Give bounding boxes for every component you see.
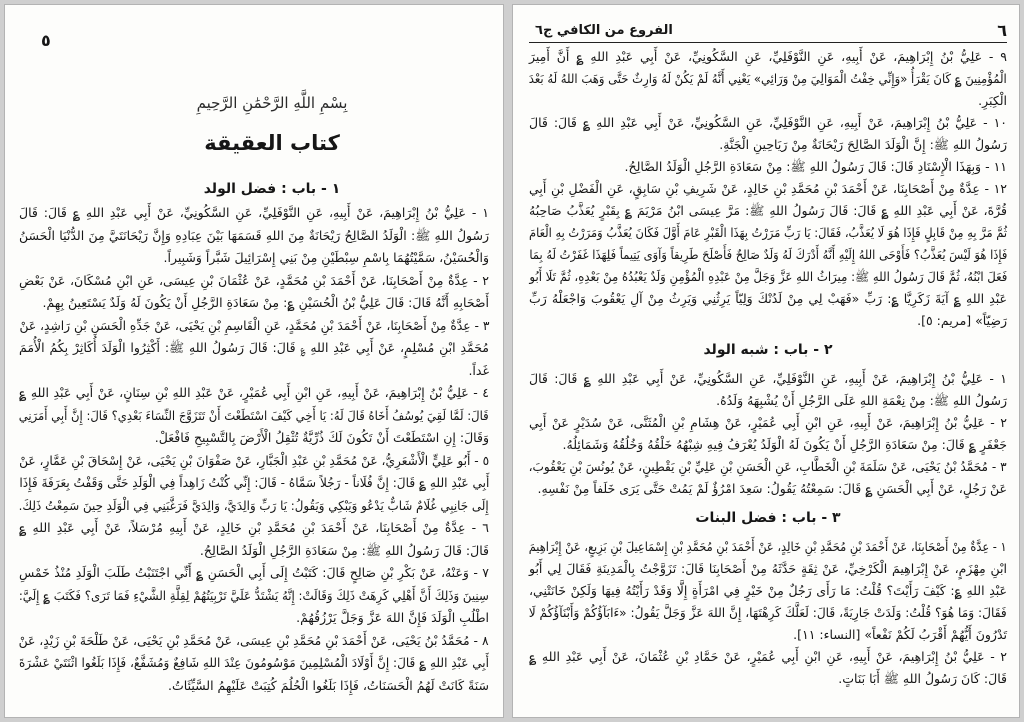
page-number: ٦ <box>997 21 1007 40</box>
text-line <box>529 90 1007 112</box>
text-line-content: فَعَلَ ابْنُهُ، ثُمَّ قَالَ رَسُولُ اللهِ ﷺ: مِيرَاثُ اللهِ عَزَّ وَجَلَّ مِنْ عَبْدِهِ الْمُؤْمِنِ وَلَدٌ يَعْبُدُهُ مِنْ بَعْدِهِ، ثُمَّ تَلَا أَبُو <box>529 269 1007 284</box>
section-heading: ٢ - باب : شبه الولد <box>703 342 833 358</box>
text-line <box>529 156 1007 178</box>
text-line <box>19 360 489 383</box>
text-line <box>529 434 1007 456</box>
hadith-paragraph <box>529 156 1007 178</box>
page-number: ٥ <box>41 31 51 50</box>
chapter-heading: ١ - باب : فضل الولد <box>203 181 341 197</box>
text-line-content: ثُمَّ مَرَّ بِهِ مِنْ قَابِلٍ فَإِذَا هُوَ لَا يُعَذَّبُ، فَقَالَ: يَا رَبِّ مَرَرْتُ بِهَذَا الْقَبْرِ عَامَ أَوَّلَ فَكَانَ يُعَذَّبُ وَمَرَرْتُ بِهِ الْعَامَ <box>529 225 1007 240</box>
section-heading: ٣ - باب : فضل البنات <box>695 510 841 526</box>
text-line <box>529 266 1007 288</box>
text-line <box>19 607 489 630</box>
text-line-content: ٩ - عَلِيُّ بْنُ إِبْرَاهِيمَ، عَنْ أَبِيهِ، عَنِ النَّوْفَلِيِّ، عَنِ السَّكُونِيِّ، عَنْ أَبِي عَبْدِ اللهِ ؏ أَنَّ أَمِيرَ <box>529 49 1007 64</box>
text-line-content: رَسُولُ اللهِ ﷺ: الْوَلَدُ الصَّالِحُ رَيْحَانَةٌ مِنَ اللهِ قَسَمَهَا بَيْنَ عِبَادِهِ وَإِنَّ رَيْحَانَتَيَّ مِنَ الدُّنْيَا الْحَسَنُ <box>19 227 489 243</box>
text-line <box>19 337 489 360</box>
text-line-content: ٢ - عَلِيُّ بْنُ إِبْرَاهِيمَ، عَنْ أَبِيهِ، عَنِ ابْنِ أَبِي عُمَيْرٍ، عَنْ هِشَامِ بْنِ الْمُثَنَّى، عَنْ سُدَيْرٍ عَنْ أَبِي <box>529 415 1007 430</box>
text-line <box>529 456 1007 478</box>
text-line-content: ٤ - عَلِيُّ بْنُ إِبْرَاهِيمَ، عَنْ أَبِيهِ، عَنِ ابْنِ أَبِي عُمَيْرٍ، عَنْ عَبْدِ اللهِ بْنِ سِنَانٍ، عَنْ أَبِي عَبْدِ اللهِ ؏ <box>19 385 489 400</box>
text-line <box>529 668 1007 690</box>
text-line <box>19 630 489 653</box>
text-line <box>19 315 489 338</box>
text-line <box>19 427 489 450</box>
text-line-content: ٢ - عَلِيُّ بْنُ إِبْرَاهِيمَ، عَنْ أَبِيهِ، عَنِ ابْنِ أَبِي عُمَيْرٍ، عَنْ حَمَّادِ بْنِ عُثْمَانَ، عَنْ أَبِي عَبْدِ اللهِ ؏ <box>529 649 1007 664</box>
text-line-content: رَضِيّاً» [مريم: ٥]. <box>917 313 1007 328</box>
text-line-content: تَدْرُونَ أَيُّهُمْ أَقْرَبُ لَكُمْ نَفْعاً» [النساء: ١١]. <box>793 627 1007 642</box>
text-line <box>19 675 489 698</box>
running-head-title: الفروع من الكافي ج٦ <box>535 23 673 38</box>
hadith-paragraph <box>529 412 1007 456</box>
page-body <box>529 46 1007 690</box>
text-line <box>19 405 489 428</box>
hadith-paragraph <box>529 646 1007 690</box>
text-line-content: قَالَ: كَانَ رَسُولُ اللهِ ﷺ أَبَا بَنَاتٍ. <box>838 671 1007 686</box>
text-line-content: ٥ - أَبُو عَلِيٍّ الْأَشْعَرِيُّ، عَنْ مُحَمَّدِ بْنِ عَبْدِ الْجَبَّارِ، عَنْ صَفْوَانَ بْنِ يَحْيَى، عَنْ إِسْحَاقَ بْنِ عَمَّارٍ، عَنْ <box>19 452 489 468</box>
book-title: كتاب العقيقة <box>204 131 340 155</box>
text-line-content: ٦ - عِدَّةٌ مِنْ أَصْحَابِنَا، عَنْ أَحْمَدَ بْنِ مُحَمَّدِ بْنِ خَالِدٍ، عَنْ أَبِيهِ مُرْسَلاً، عَنْ أَبِي عَبْدِ اللهِ ؏ <box>19 520 489 535</box>
text-line <box>19 517 489 540</box>
text-line-content: ١ - عِدَّةٌ مِنْ أَصْحَابِنَا، عَنْ أَحْمَدَ بْنِ مُحَمَّدِ بْنِ خَالِدٍ، عَنْ أَحْمَدَ بْنِ مُحَمَّدِ بْنِ إِسْمَاعِيلَ بْنِ بَزِيعٍ، عَنْ إِبْرَاهِيمَ <box>529 539 1007 554</box>
text-line-content: مُحَمَّدِ ابْنِ مُسْلِمٍ، عَنْ أَبِي عَبْدِ اللهِ ؏ قَالَ: قَالَ رَسُولُ اللهِ ﷺ: أَكْثِرُوا الْوَلَدَ أُكَاثِرْ بِكُمُ الْأُمَمَ <box>19 340 489 355</box>
text-line-content: فَإِذَا هُوَ لَيْسَ يُعَذَّبُ؟ فَأَوْحَى اللهُ إِلَيْهِ أَنَّهُ أَدْرَكَ لَهُ وَلَدٌ صَالِحٌ فَأَصْلَحَ طَرِيقاً وَآوَى يَتِيماً فَلِهَذَا غَفَرْتُ لَهُ بِمَا <box>529 247 1007 262</box>
hadith-paragraph <box>19 202 489 270</box>
text-line <box>529 412 1007 434</box>
text-line <box>529 310 1007 332</box>
text-line-content: عَنْ رَجُلٍ، عَنْ أَبِي الْحَسَنِ ؏ قَالَ: سَمِعْتُهُ يَقُولُ: سَعِدَ امْرُؤٌ لَمْ يَمُتْ حَتَّى يَرَى خَلَفاً مِنْ نَفْسِهِ. <box>537 481 1007 496</box>
text-line-content: ١ - عَلِيُّ بْنُ إِبْرَاهِيمَ، عَنْ أَبِيهِ، عَنِ النَّوْفَلِيِّ، عَنِ السَّكُونِيِّ، عَنْ أَبِي عَبْدِ اللهِ ؏ قَالَ: قَالَ <box>19 205 489 220</box>
hadith-paragraph <box>19 450 489 518</box>
text-line-content: سَنَةً كَانَتْ لَهُمُ الْحَسَنَاتُ، فَإِذَا بَلَغُوا الْحُلُمَ كُتِبَتْ عَلَيْهِمُ السَّيِّئَاتُ. <box>168 677 489 693</box>
text-line-content: الْكِبَرِ. <box>978 93 1007 108</box>
left-page <box>4 4 504 718</box>
text-line-content: ٣ - عِدَّةٌ مِنْ أَصْحَابِنَا، عَنْ أَحْمَدَ بْنِ مُحَمَّدٍ، عَنِ الْقَاسِمِ بْنِ يَحْيَى، عَنْ جَدِّهِ الْحَسَنِ بْنِ رَاشِدٍ، عَنْ <box>19 317 489 333</box>
hadith-paragraph <box>529 368 1007 412</box>
text-line <box>529 112 1007 134</box>
text-line <box>19 562 489 585</box>
text-line <box>529 368 1007 390</box>
text-line <box>19 292 489 315</box>
text-line-content: ٣ - مُحَمَّدُ بْنُ يَحْيَى، عَنْ سَلَمَةَ بْنِ الْخَطَّابِ، عَنِ الْحَسَنِ بْنِ عَلِيِّ بْنِ يَقْطِينٍ، عَنْ يُونُسَ بْنِ يَعْقُوبَ، <box>529 459 1007 474</box>
text-line <box>529 580 1007 602</box>
text-line-content: ١٢ - عِدَّةٌ مِنْ أَصْحَابِنَا، عَنْ أَحْمَدَ بْنِ مُحَمَّدِ بْنِ خَالِدٍ، عَنْ شَرِيفِ بْنِ سَابِقٍ، عَنِ الْفَضْلِ بْنِ أَبِي <box>529 181 1007 196</box>
hadith-paragraph <box>19 270 489 315</box>
text-line <box>529 602 1007 624</box>
text-line <box>529 200 1007 222</box>
text-line <box>529 558 1007 580</box>
text-line <box>529 478 1007 500</box>
text-line-content: عَبْدِ اللهِ ؏: كَيْفَ رَأَيْتَ؟ قُلْتُ: مَا رَأَى رَجُلٌ مِنْ خَيْرٍ فِي امْرَأَةٍ إِلَّا وَقَدْ رَأَيْتُهُ فِيهَا وَلَكِنْ خَانَتْنِي، <box>529 583 1007 598</box>
text-line-content: أَبِي عَبْدِ اللهِ ؏ قَالَ: إِنَّ فُلَاناً - رَجُلاً سَمَّاهُ - قَالَ: إِنِّي كُنْتُ زَاهِداً فِي الْوَلَدِ حَتَّى وَقَفْتُ بِعَرَفَةَ فَإِذَا <box>19 475 489 490</box>
text-line-content: ٨ - مُحَمَّدُ بْنُ يَحْيَى، عَنْ أَحْمَدَ بْنِ مُحَمَّدِ بْنِ عِيسَى، عَنْ مُحَمَّدِ بْنِ يَحْيَى، عَنْ طَلْحَةَ بْنِ زَيْدٍ، عَنْ <box>19 632 489 648</box>
text-line <box>529 536 1007 558</box>
text-line-content: فَقَالَ: وَمَا هُوَ؟ قُلْتُ: وَلَدَتْ جَارِيَةً، قَالَ: لَعَلَّكَ كَرِهْتَهَا، إِنَّ اللهَ عَزَّ وَجَلَّ يَقُولُ: «ءَابَآؤُكُمْ وَأَبْنَآؤُكُمْ لَا <box>529 605 1007 620</box>
page-body <box>19 202 489 697</box>
text-line-content: قُرَّةَ، عَنْ أَبِي عَبْدِ اللهِ ؏ قَالَ: قَالَ رَسُولُ اللهِ ﷺ: مَرَّ عِيسَى ابْنُ مَرْيَمَ ؏ بِقَبْرٍ يُعَذَّبُ صَاحِبُهُ <box>529 203 1007 218</box>
hadith-paragraph <box>529 46 1007 112</box>
text-line-content: وَقَالَ: إِنِ اسْتَطَعْتَ أَنْ تَكُونَ لَكَ ذُرِّيَّةٌ تُثْقِلُ الْأَرْضَ بِالتَّسْبِيحِ فَافْعَلْ. <box>154 430 489 445</box>
hadith-paragraph <box>529 178 1007 332</box>
text-line-content: وَالْحُسَيْنُ، سَمَّيْتُهُمَا بِاسْمِ سِبْطَيْنِ مِنْ بَنِي إِسْرَائِيلَ شَبَّراً وَشَبِيراً. <box>163 250 489 265</box>
hadith-paragraph <box>19 630 489 698</box>
text-line-content: الْمُؤْمِنِينَ ؏ كَانَ يَقْرَأُ «وَإِنِّي خِفْتُ الْمَوَالِيَ مِنْ وَرَائِي» يَعْنِي أَنَّهُ لَمْ يَكُنْ لَهُ وَارِثٌ حَتَّى وَهَبَ اللهُ لَهُ بَعْدَ <box>529 71 1007 86</box>
text-line-content: ١ - عَلِيُّ بْنُ إِبْرَاهِيمَ، عَنْ أَبِيهِ، عَنِ النَّوْفَلِيِّ، عَنِ السَّكُونِيِّ، عَنْ أَبِي عَبْدِ اللهِ ؏ قَالَ: قَالَ <box>529 371 1007 386</box>
text-line-content: إِلَى جَانِبِي غُلَامٌ شَابٌّ يَدْعُو وَيَبْكِي وَيَقُولُ: يَا رَبِّ وَالِدَيَّ، وَالِدَيَّ فَرَغَّبَنِي فِي الْوَلَدِ حِينَ سَمِعْتُ ذَلِكَ. <box>19 497 489 513</box>
hadith-paragraph <box>529 536 1007 646</box>
text-line <box>529 624 1007 646</box>
text-line <box>19 247 489 270</box>
hadith-paragraph <box>19 315 489 383</box>
text-line-content: قَالَ: قَالَ رَسُولُ اللهِ ﷺ: مِنْ سَعَادَةِ الرَّجُلِ الْوَلَدُ الصَّالِحُ. <box>199 542 489 558</box>
text-line <box>19 450 489 473</box>
basmala: بِسْمِ اللَّهِ الرَّحْمَٰنِ الرَّحِيمِ <box>196 94 348 112</box>
text-line <box>19 202 489 225</box>
text-line-content: رَسُولُ اللهِ ﷺ: إِنَّ الْوَلَدَ الصَّالِحَ رَيْحَانَةٌ مِنْ رَيَاحِينِ الْجَنَّةِ. <box>719 137 1007 152</box>
text-line <box>529 244 1007 266</box>
header-rule <box>529 42 1007 43</box>
text-line-content: غَداً. <box>468 362 489 378</box>
text-line-content: ١١ - وَبِهَذَا الْإِسْنَادِ قَالَ: قَالَ رَسُولُ اللهِ ﷺ: مِنْ سَعَادَةِ الرَّجُلِ الْوَلَدُ الصَّالِحُ. <box>624 159 1007 174</box>
text-line-content: اطْلُبِ الْوَلَدَ فَإِنَّ اللهَ عَزَّ وَجَلَّ يَرْزُقُهُمْ. <box>296 610 489 625</box>
text-line <box>529 134 1007 156</box>
text-line <box>529 178 1007 200</box>
text-line <box>19 585 489 608</box>
text-line-content: أَبِي عَبْدِ اللهِ ؏ قَالَ: إِنَّ أَوْلَادَ الْمُسْلِمِينَ مَوْسُومُونَ عِنْدَ اللهِ شَافِعٌ وَمُشَفَّعٌ، فَإِذَا بَلَغُوا اثْنَتَيْ عَشْرَةَ <box>19 655 489 670</box>
text-line <box>529 646 1007 668</box>
hadith-paragraph <box>19 517 489 562</box>
hadith-paragraph <box>19 562 489 630</box>
text-line-content: ٧ - وَعَنْهُ، عَنْ بَكْرِ بْنِ صَالِحٍ قَالَ: كَتَبْتُ إِلَى أَبِي الْحَسَنِ ؏ أَنِّي اجْتَنَبْتُ طَلَبَ الْوَلَدِ مُنْذُ خَمْسِ <box>19 565 489 580</box>
text-line <box>529 46 1007 68</box>
text-line <box>19 382 489 405</box>
hadith-paragraph <box>529 112 1007 156</box>
text-line <box>19 540 489 563</box>
text-line-content: عَبْدِ اللهِ ؏ آيَةَ زَكَرِيَّا ؏: رَبِّ «فَهَبْ لِي مِنْ لَدُنْكَ وَلِيّاً يَرِثُنِي وَيَرِثُ مِنْ آلِ يَعْقُوبَ وَاجْعَلْهُ رَبِّ <box>529 291 1007 306</box>
text-line-content: ابْنِ مِهْزَمٍ، عَنْ إِبْرَاهِيمَ الْكَرْخِيِّ، عَنْ ثِقَةٍ حَدَّثَهُ مِنْ أَصْحَابِنَا قَالَ: تَزَوَّجْتُ بِالْمَدِينَةِ فَقَالَ لِي أَبُو <box>529 561 1007 576</box>
text-line <box>19 270 489 293</box>
text-line-content: ١٠ - عَلِيُّ بْنُ إِبْرَاهِيمَ، عَنْ أَبِيهِ، عَنِ النَّوْفَلِيِّ، عَنِ السَّكُونِيِّ، عَنْ أَبِي عَبْدِ اللهِ ؏ قَالَ: قَالَ <box>529 115 1007 130</box>
text-line-content: سِنِينَ وَذَلِكَ أَنَّ أَهْلِي كَرِهَتْ ذَلِكَ وَقَالَتْ: إِنَّهُ يَشْتَدُّ عَلَيَّ تَرْبِيَتُهُمْ لِقِلَّةِ الشَّيْءِ فَمَا تَرَى؟ فَكَتَبَ ؏ إِلَيَّ: <box>19 587 489 603</box>
text-line <box>19 472 489 495</box>
text-line <box>529 222 1007 244</box>
text-line <box>19 225 489 248</box>
text-line <box>529 390 1007 412</box>
right-page <box>512 4 1020 718</box>
text-line <box>529 68 1007 90</box>
text-line <box>19 652 489 675</box>
text-line-content: أَصْحَابِهِ أَنَّهُ قَالَ: قَالَ عَلِيُّ بْنُ الْحُسَيْنِ ؏: مِنْ سَعَادَةِ الرَّجُلِ أَنْ يَكُونَ لَهُ وَلَدٌ يَسْتَعِينُ بِهِمْ. <box>42 295 489 310</box>
text-line <box>19 495 489 518</box>
text-line-content: جَعْفَرٍ ؏ قَالَ: مِنْ سَعَادَةِ الرَّجُلِ أَنْ يَكُونَ لَهُ الْوَلَدُ يُعْرَفُ فِيهِ شِبْهُهُ خَلْقُهُ وَخُلُقُهُ وَشَمَائِلُهُ. <box>562 437 1007 452</box>
hadith-paragraph <box>529 456 1007 500</box>
text-line-content: رَسُولُ اللهِ ﷺ: مِنْ نِعْمَةِ اللهِ عَلَى الرَّجُلِ أَنْ يُشْبِهَهُ وَلَدُهُ. <box>716 393 1007 408</box>
text-line <box>529 288 1007 310</box>
text-line-content: ٢ - عِدَّةٌ مِنْ أَصْحَابِنَا، عَنْ أَحْمَدَ بْنِ مُحَمَّدٍ، عَنْ عُثْمَانَ بْنِ عِيسَى، عَنِ ابْنِ مُسْكَانَ، عَنْ بَعْضِ <box>19 272 489 288</box>
hadith-paragraph <box>19 382 489 450</box>
text-line-content: قَالَ: لَمَّا لَقِيَ يُوسُفُ أَخَاهُ قَالَ لَهُ: يَا أَخِي كَيْفَ اسْتَطَعْتَ أَنْ تَتَزَوَّجَ النِّسَاءَ بَعْدِي؟ قَالَ: إِنَّ أَبِي أَمَرَنِي <box>19 407 489 423</box>
